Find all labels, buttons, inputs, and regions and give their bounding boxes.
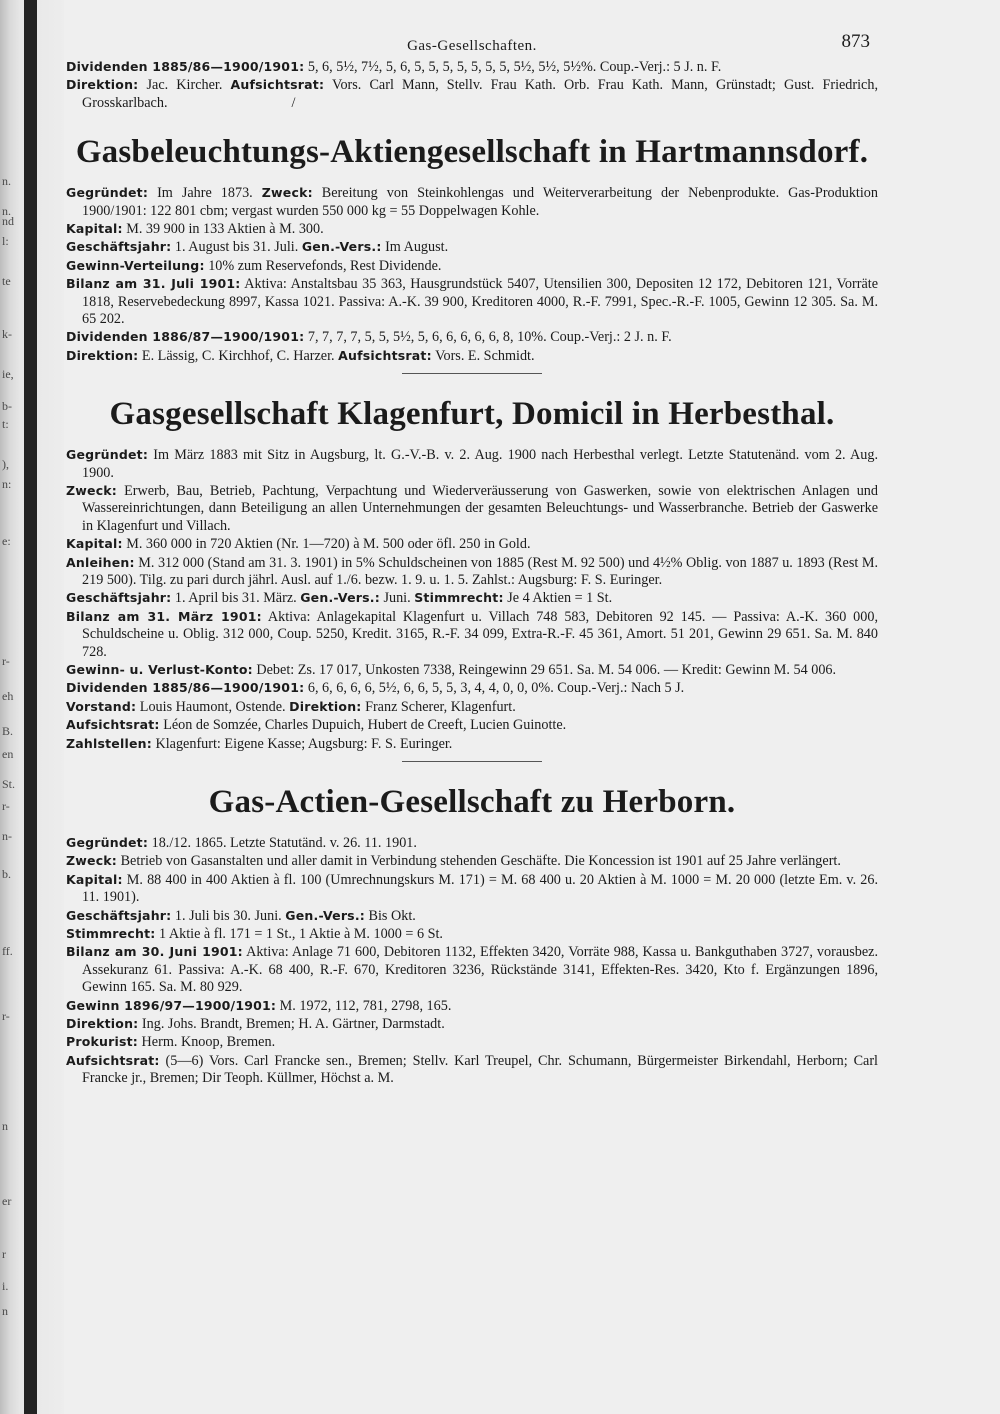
entry-label: Zweck: xyxy=(66,853,118,869)
entry-label: Stimmrecht: xyxy=(66,926,156,942)
margin-fragment: en xyxy=(2,747,14,761)
entry-label: Bilanz am 30. Juni 1901: xyxy=(66,944,243,960)
entry-text: Bereitung von Steinkohlengas und Weiterverarbeitung der Nebenprodukte. Gas-Produktion 1900/1901: 122 801 cbm; vergast wurden 550 000 kg = 55 Doppelwagen Kohle. xyxy=(82,185,878,219)
entry-label: Gen.-Vers.: xyxy=(300,590,380,606)
margin-fragment: n. xyxy=(2,174,11,188)
entry-text: M. 360 000 in 720 Aktien (Nr. 1—720) à M. 500 oder öfl. 250 in Gold. xyxy=(122,536,531,553)
entry-text: 5, 6, 5½, 7½, 5, 6, 5, 5, 5, 5, 5, 5, 5, 5½, 5½, 5½%. Coup.-Verj.: 5 J. n. F. xyxy=(304,59,722,75)
margin-fragment: n xyxy=(2,1304,8,1318)
entry-label: Gewinn-Verteilung: xyxy=(66,257,205,273)
entry-label: Geschäftsjahr: xyxy=(66,590,172,606)
entry-text: M. 39 900 in 133 Aktien à M. 300. xyxy=(122,220,324,237)
spacer xyxy=(253,185,262,201)
entry-label: Direktion: xyxy=(66,77,139,93)
entry-text: 1 Aktie à fl. 171 = 1 St., 1 Aktie à M. 1000 = 6 St. xyxy=(155,926,443,943)
entry-label: Stimmrecht: xyxy=(414,590,504,606)
entry-text: 7, 7, 7, 7, 5, 5, 5½, 5, 6, 6, 6, 6, 6, 8, 10%. Coup.-Verj.: 2 J. n. F. xyxy=(304,329,672,346)
entry-text: 18./12. 1865. Letzte Statutänd. v. 26. 11. 1901. xyxy=(148,835,417,851)
entry-label: Gen.-Vers.: xyxy=(285,907,365,923)
entry-label: Direktion: xyxy=(66,1016,139,1032)
entry-text: Aktiva: Anstaltsbau 35 363, Hausgrundstück 5407, Utensilien 300, Depositen 12 172, Debitoren 121, Vorräte 1818, Reservebedeckung 8997, Kassa 1021. Passiva: A.-K. 39 900, Kreditoren 4000, R.-F. 7991, Spec.-R.-F. 1005, Gewinn 12 305. Sa. M. 65 202. xyxy=(82,276,878,327)
entry-line xyxy=(66,238,878,256)
running-title: Gas-Gesellschaften. xyxy=(407,38,537,54)
entry-text: Debet: Zs. 17 017, Unkosten 7338, Reingewinn 29 651. Sa. M. 54 006. — Kredit: Gewinn M. 54 006. xyxy=(252,662,837,679)
margin-fragment: ), xyxy=(2,457,9,471)
entry-label: Aufsichtsrat: xyxy=(66,717,160,733)
margin-fragment: i. xyxy=(2,1279,9,1293)
intro-block xyxy=(66,58,878,112)
entry-text: Betrieb von Gasanstalten und aller damit in Verbindung stehenden Geschäfte. Die Koncession ist 1901 auf 25 Jahre verlängert. xyxy=(117,853,841,870)
entry-text: Louis Haumont, Ostende. xyxy=(136,698,286,715)
margin-fragment: r- xyxy=(2,1009,10,1023)
entry-label: Direktion: xyxy=(289,698,362,714)
entry-line xyxy=(66,220,878,238)
section-divider xyxy=(402,373,542,374)
company-title: Gasgesellschaft Klagenfurt, Domicil in Herbesthal. xyxy=(109,396,835,433)
margin-fragment: r xyxy=(2,1247,6,1261)
page-number: 873 xyxy=(841,31,870,52)
entry-text: Erwerb, Bau, Betrieb, Pachtung, Verpachtung und Wiederveräusserung von Gaswerken, sowie von elektrischen Anlagen und Wassereinrichtungen, dann Beteiligung an allen Unternehmungen der gesamten Beleuchtungs- und Wasserbranche. Betrieb der Gaswerke in Klagenfurt und Villach. xyxy=(82,482,878,534)
entry-text: Klagenfurt: Eigene Kasse; Augsburg: F. S. Euringer. xyxy=(151,735,453,752)
entry-line xyxy=(66,943,878,996)
entry-text: M. 1972, 112, 781, 2798, 165. xyxy=(276,997,452,1014)
entry-line xyxy=(66,925,878,943)
entry-line xyxy=(66,1015,878,1033)
entry-label: Bilanz am 31. März 1901: xyxy=(66,608,262,624)
margin-fragment: k- xyxy=(2,327,12,341)
entry-line xyxy=(66,347,878,365)
section-divider xyxy=(402,761,542,762)
margin-fragment: B. xyxy=(2,724,14,738)
entry-line: Direktion: Jac. Kircher. Aufsichtsrat: Vors. Carl Mann, Stellv. Frau Kath. Orb. Frau Kath. Mann, Grünstadt; Gust. Friedrich, Grosskarlbach. / xyxy=(66,77,878,111)
entry-line xyxy=(66,58,878,76)
entry-label: Kapital: xyxy=(66,220,123,236)
running-head xyxy=(66,28,878,58)
entry-text: Herm. Knoop, Bremen. xyxy=(138,1034,276,1051)
entry-line xyxy=(66,608,878,661)
entry-line xyxy=(66,184,878,220)
entry-line xyxy=(66,482,878,535)
entry-text: Je 4 Aktien = 1 St. xyxy=(503,590,613,607)
entry-text: Bis Okt. xyxy=(364,907,416,924)
entry-text: Im Jahre 1873. xyxy=(148,185,253,202)
entry-line xyxy=(66,661,878,679)
entry-label: Direktion: xyxy=(66,347,139,363)
company-section xyxy=(66,134,878,374)
binding-bar xyxy=(24,0,37,1414)
entry-text: Franz Scherer, Klagenfurt. xyxy=(361,698,516,715)
margin-fragment: n xyxy=(2,1119,8,1133)
company-section xyxy=(66,396,878,762)
entry-line xyxy=(66,257,878,275)
margin-fragment: nd xyxy=(2,214,14,228)
entry-text: Juni. xyxy=(379,590,411,607)
company-title: Gas-Actien-Gesellschaft zu Herborn. xyxy=(208,784,736,821)
entry-line xyxy=(66,698,878,716)
entry-label: Vorstand: xyxy=(66,698,137,714)
entry-line xyxy=(66,716,878,734)
entry-label: Gegründet: xyxy=(66,835,149,850)
entry-text: Ing. Johs. Brandt, Bremen; H. A. Gärtner, Darmstadt. xyxy=(138,1016,445,1033)
entry-text: M. 88 400 in 400 Aktien à fl. 100 (Umrechnungskurs M. 171) = M. 68 400 u. 20 Aktien à M. 1000 = M. 20 000 (letzte Em. v. 26. 11. 1901). xyxy=(82,871,878,906)
entry-label: Geschäftsjahr: xyxy=(66,907,172,923)
page-content xyxy=(66,58,878,1088)
margin-fragment: eh xyxy=(2,689,14,703)
margin-fragment: t: xyxy=(2,417,9,431)
entry-line xyxy=(66,275,878,328)
entry-label: Gegründet: xyxy=(66,185,149,201)
entry-line xyxy=(66,1033,878,1051)
entry-line xyxy=(66,871,878,907)
entry-line xyxy=(66,328,878,346)
entry-label: Zahlstellen: xyxy=(66,735,152,751)
entry-line xyxy=(66,907,878,925)
entry-line xyxy=(66,554,878,590)
entry-text: Jac. Kircher. xyxy=(138,77,223,94)
entry-text: 1. April bis 31. März. xyxy=(171,590,297,607)
margin-fragment: te xyxy=(2,274,11,288)
entry-label: Gegründet: xyxy=(66,447,149,463)
entry-label: Dividenden 1885/86—1900/1901: xyxy=(66,680,305,696)
entry-line xyxy=(66,535,878,553)
entry-label: Gewinn- u. Verlust-Konto: xyxy=(66,662,253,678)
entry-label: Zweck: xyxy=(261,185,313,201)
entry-label: Kapital: xyxy=(66,536,123,552)
entry-text: 10% zum Reservefonds, Rest Dividende. xyxy=(204,257,442,274)
entry-label: Aufsichtsrat: xyxy=(230,77,325,93)
company-section xyxy=(66,784,878,1088)
entry-label: Gen.-Vers.: xyxy=(301,239,382,255)
margin-fragment: er xyxy=(2,1194,12,1208)
entry-label: Aufsichtsrat: xyxy=(338,347,432,363)
entry-label: Dividenden 1886/87—1900/1901: xyxy=(66,329,305,345)
margin-fragment: b. xyxy=(2,867,11,881)
entry-line xyxy=(66,446,878,482)
entry-text: Aktiva: Anlagekapital Klagenfurt u. Villach 748 583, Debitoren 92 145. — Passiva: A.-K. 360 000, Schuldscheine u. Oblig. 312 000, Coup. 5250, Kredit. 3165, R.-F. 34 099, Extra-R.-F. 45 361, Amort. 51 201, Gewinn 29 651. Sa. M. 840 728. xyxy=(82,608,878,660)
entry-text: (5—6) Vors. Carl Francke sen., Bremen; Stellv. Karl Treupel, Chr. Schumann, Bürgermeister Birkendahl, Herborn; Carl Francke jr., Bremen; Dir Teoph. Küllmer, Höchst a. M. xyxy=(82,1052,878,1087)
entry-text: M. 312 000 (Stand am 31. 3. 1901) in 5% Schuldscheinen von 1885 (Rest M. 92 500) und 4½% Oblig. von 1887 u. 1893 (Rest M. 219 500). Tilg. zu pari durch jährl. Ausl. auf 1./6. bezw. 1. 9. u. 1. 5. Zahlst.: Augsburg: F. S. Euringer. xyxy=(82,554,878,588)
entry-label: Kapital: xyxy=(66,871,123,887)
entry-text: Aktiva: Anlage 71 600, Debitoren 1132, Effekten 3420, Vorräte 988, Kassa u. Bankguthaben 3727, vorausbez. Assekuranz 61. Passiva: A.-K. 68 400, R.-F. 670, Kreditoren 3236, Rückstände 3141, Effekten-Res. 3420, Kto f. Ergänzungen 1896, Gewinn 165. Sa. M. 80 929. xyxy=(82,944,878,996)
entry-text: 1. Juli bis 30. Juni. xyxy=(171,907,282,924)
entry-text: 1. August bis 31. Juli. xyxy=(171,239,299,256)
entry-label: Dividenden 1885/86—1900/1901: xyxy=(66,59,305,74)
entry-label: Aufsichtsrat: xyxy=(66,1052,160,1068)
margin-fragment: l: xyxy=(2,234,9,248)
entry-text: 6, 6, 6, 6, 6, 5½, 6, 6, 5, 5, 3, 4, 4, 0, 0, 0%. Coup.-Verj.: Nach 5 J. xyxy=(304,680,685,697)
entry-text: E. Lässig, C. Kirchhof, C. Harzer. xyxy=(138,347,335,364)
entry-text: Im August. xyxy=(381,239,449,256)
entry-line xyxy=(66,1052,878,1088)
entry-label: Anleihen: xyxy=(66,554,135,570)
margin-fragment: n- xyxy=(2,829,12,843)
entry-text: Vors. E. Schmidt. xyxy=(431,347,535,364)
entry-label: Prokurist: xyxy=(66,1034,138,1050)
entry-line xyxy=(66,997,878,1015)
entry-text: Vors. Carl Mann, Stellv. Frau Kath. Orb. Frau Kath. Mann, Grünstadt; Gust. Friedrich, Grosskarlbach. xyxy=(82,77,878,111)
entry-text: Léon de Somzée, Charles Dupuich, Hubert de Creeft, Lucien Guinotte. xyxy=(159,717,567,734)
margin-fragment: ff. xyxy=(2,944,13,958)
margin-fragment: n. xyxy=(2,204,11,218)
margin-fragment: St. xyxy=(2,777,16,791)
entry-label: Gewinn 1896/97—1900/1901: xyxy=(66,997,277,1013)
spacer xyxy=(222,77,230,93)
entry-text: Im März 1883 mit Sitz in Augsburg, lt. G.-V.-B. v. 2. Aug. 1900 nach Herbesthal verlegt. Letzte Statutenänd. vom 2. Aug. 1900. xyxy=(82,447,878,481)
entry-label: Bilanz am 31. Juli 1901: xyxy=(66,276,241,292)
entry-label: Zweck: xyxy=(66,482,118,498)
margin-fragment: e: xyxy=(2,534,11,548)
entry-line xyxy=(66,852,878,870)
margin-fragment: n: xyxy=(2,477,12,491)
entry-line xyxy=(66,679,878,697)
company-title: Gasbeleuchtungs-Aktiengesellschaft in Hartmannsdorf. xyxy=(75,134,869,171)
margin-fragment: ie, xyxy=(2,367,14,381)
entry-line xyxy=(66,589,878,607)
entry-label: Geschäftsjahr: xyxy=(66,239,172,255)
entry-line xyxy=(66,834,878,852)
margin-fragment: r- xyxy=(2,799,10,813)
entry-line xyxy=(66,735,878,753)
margin-fragment: b- xyxy=(2,399,12,413)
page xyxy=(66,28,878,1088)
margin-fragment: r- xyxy=(2,654,10,668)
